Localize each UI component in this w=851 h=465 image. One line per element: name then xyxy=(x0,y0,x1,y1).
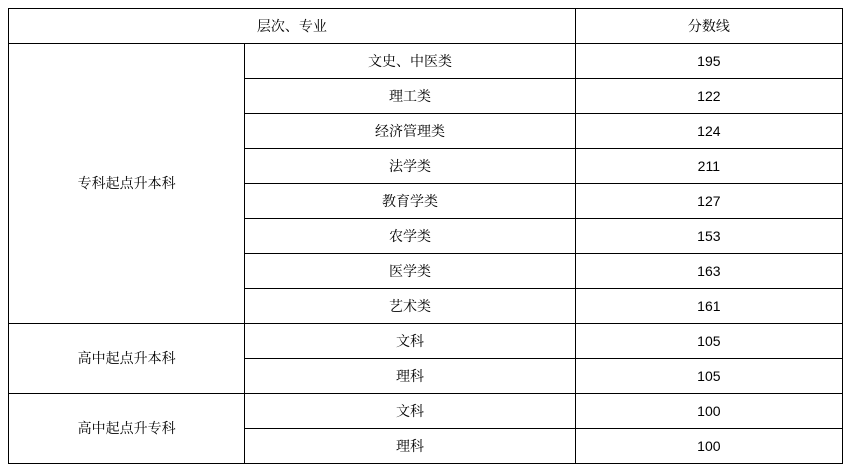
table-row xyxy=(9,394,843,429)
score-cell: 211 xyxy=(575,149,842,184)
major-cell: 理工类 xyxy=(245,79,575,114)
level-cell-undergrad-from-college: 专科起点升本科 xyxy=(9,44,245,324)
score-cell: 124 xyxy=(575,114,842,149)
admission-score-table xyxy=(8,8,843,464)
major-cell: 文科 xyxy=(245,394,575,429)
header-level-major: 层次、专业 xyxy=(9,9,576,44)
score-cell: 100 xyxy=(575,429,842,464)
score-cell: 127 xyxy=(575,184,842,219)
major-cell: 理科 xyxy=(245,359,575,394)
score-cell: 122 xyxy=(575,79,842,114)
score-cell: 105 xyxy=(575,324,842,359)
major-cell: 教育学类 xyxy=(245,184,575,219)
table-header-row xyxy=(9,9,843,44)
header-score-line: 分数线 xyxy=(575,9,842,44)
score-cell: 105 xyxy=(575,359,842,394)
major-cell: 医学类 xyxy=(245,254,575,289)
major-cell: 农学类 xyxy=(245,219,575,254)
major-cell: 法学类 xyxy=(245,149,575,184)
score-cell: 100 xyxy=(575,394,842,429)
major-cell: 经济管理类 xyxy=(245,114,575,149)
table-row xyxy=(9,44,843,79)
score-cell: 195 xyxy=(575,44,842,79)
level-cell-college-from-highschool: 高中起点升专科 xyxy=(9,394,245,464)
major-cell: 艺术类 xyxy=(245,289,575,324)
score-cell: 153 xyxy=(575,219,842,254)
score-cell: 161 xyxy=(575,289,842,324)
major-cell: 理科 xyxy=(245,429,575,464)
table-row xyxy=(9,324,843,359)
score-cell: 163 xyxy=(575,254,842,289)
major-cell: 文科 xyxy=(245,324,575,359)
major-cell: 文史、中医类 xyxy=(245,44,575,79)
level-cell-undergrad-from-highschool: 高中起点升本科 xyxy=(9,324,245,394)
